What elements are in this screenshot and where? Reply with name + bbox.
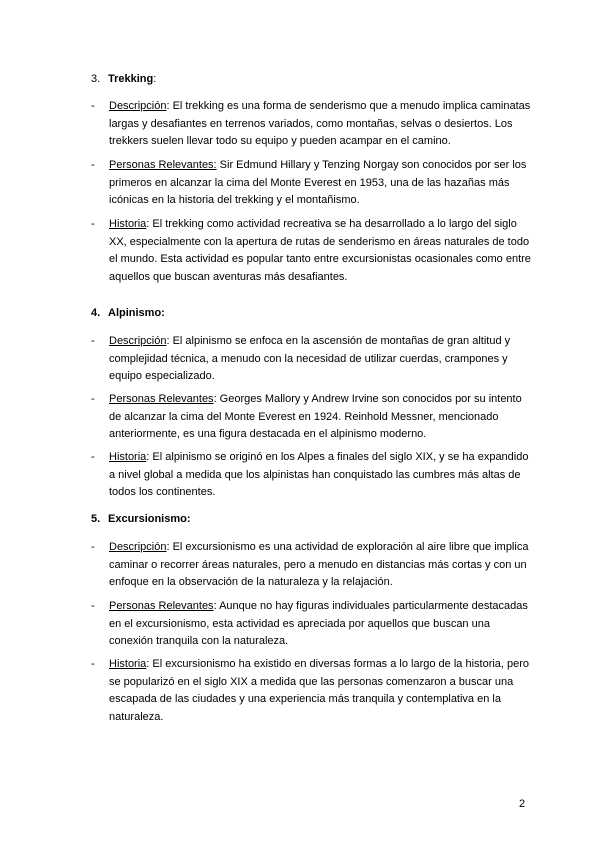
section-title-suffix: :: [153, 73, 157, 85]
item-text: El trekking como actividad recreativa se ha desarrollado a lo largo del siglo XX, especialmente con la apertura de rutas de senderismo en áreas naturales de todo el mundo. Esta actividad es popular tanto entre excursionistas ocasionales como entre aquellos que buscan aventuras más desafiantes.: [109, 218, 531, 283]
bullet-dash: -: [91, 159, 95, 171]
bullet-dash: -: [91, 658, 95, 670]
item-label-sep: :: [146, 658, 150, 670]
item-label: Descripción: [109, 541, 167, 553]
bullet-dash: -: [91, 335, 95, 347]
section-title: Alpinismo:: [108, 307, 165, 319]
section-heading-trekking: [91, 72, 156, 86]
item-label-sep: :: [213, 600, 217, 612]
item-label: Personas Relevantes: [109, 393, 214, 405]
list-item-trekking-personas: [91, 157, 531, 210]
list-item-excursionismo-descripcion: [91, 539, 531, 592]
item-label: Historia: [109, 218, 147, 230]
item-label: Descripción: [109, 335, 167, 347]
bullet-dash: -: [91, 451, 95, 463]
item-text: Aunque no hay figuras individuales particularmente destacadas en el excursionismo, esta actividad es apreciada por aquellos que buscan una conexión tranquila con la naturaleza.: [109, 600, 528, 647]
item-label-sep: :: [146, 218, 150, 230]
section-heading-excursionismo: [91, 512, 191, 526]
item-text: El alpinismo se enfoca en la ascensión de montañas de gran altitud y complejidad técnica, a menudo con la necesidad de utilizar cuerdas, crampones y equipo especializado.: [109, 335, 511, 382]
section-number: 5.: [91, 513, 101, 525]
item-text: El excursionismo es una actividad de exploración al aire libre que implica caminar o recorrer áreas naturales, pero a menudo en distancias más cortas y con un enfoque en la observación de la naturaleza y la relajación.: [109, 541, 529, 588]
item-text: El trekking es una forma de senderismo que a menudo implica caminatas largas y desafiantes en terrenos variados, como montañas, selvas o desiertos. Los trekkers suelen llevar todo su equipo y pueden acampar en el camino.: [109, 100, 531, 147]
item-text: Sir Edmund Hillary y Tenzing Norgay son conocidos por ser los primeros en alcanzar la cima del Monte Everest en 1953, una de las hazañas más icónicas en la historia del trekking y el montañismo.: [109, 159, 527, 206]
item-label-sep: :: [146, 451, 150, 463]
item-label-sep: :: [166, 100, 170, 112]
list-item-alpinismo-descripcion: [91, 333, 531, 386]
item-label: Personas Relevantes: [109, 600, 214, 612]
bullet-dash: -: [91, 100, 95, 112]
section-number: 4.: [91, 307, 101, 319]
bullet-dash: -: [91, 541, 95, 553]
section-title: Trekking: [108, 73, 154, 85]
item-label: Descripción: [109, 100, 167, 112]
item-label: Historia: [109, 451, 147, 463]
bullet-dash: -: [91, 218, 95, 230]
item-label: Personas Relevantes:: [109, 159, 217, 171]
item-text: El alpinismo se originó en los Alpes a finales del siglo XIX, y se ha expandido a nivel global a medida que los alpinistas han conquistado las cumbres más altas de todos los continentes.: [109, 451, 529, 498]
item-text: Georges Mallory y Andrew Irvine son conocidos por su intento de alcanzar la cima del Monte Everest en 1924. Reinhold Messner, mencionado anteriormente, es una figura destacada en el alpinismo moderno.: [109, 393, 522, 440]
section-number: 3.: [91, 73, 101, 85]
item-label-sep: :: [166, 541, 170, 553]
list-item-excursionismo-personas: [91, 598, 531, 651]
list-item-alpinismo-historia: [91, 449, 531, 502]
item-label-sep: :: [166, 335, 170, 347]
section-heading-alpinismo: [91, 306, 165, 320]
bullet-dash: -: [91, 393, 95, 405]
list-item-excursionismo-historia: [91, 656, 531, 726]
section-title: Excursionismo:: [108, 513, 191, 525]
item-label: Historia: [109, 658, 147, 670]
page-number: 2: [519, 798, 526, 810]
list-item-trekking-descripcion: [91, 98, 531, 151]
item-label-sep: :: [213, 393, 217, 405]
item-text: El excursionismo ha existido en diversas formas a lo largo de la historia, pero se popularizó en el siglo XIX a medida que las personas comenzaron a buscar una escapada de las ciudades y una experiencia más tranquila y contemplativa en la naturaleza.: [109, 658, 530, 723]
list-item-alpinismo-personas: [91, 391, 531, 444]
bullet-dash: -: [91, 600, 95, 612]
list-item-trekking-historia: [91, 216, 531, 286]
